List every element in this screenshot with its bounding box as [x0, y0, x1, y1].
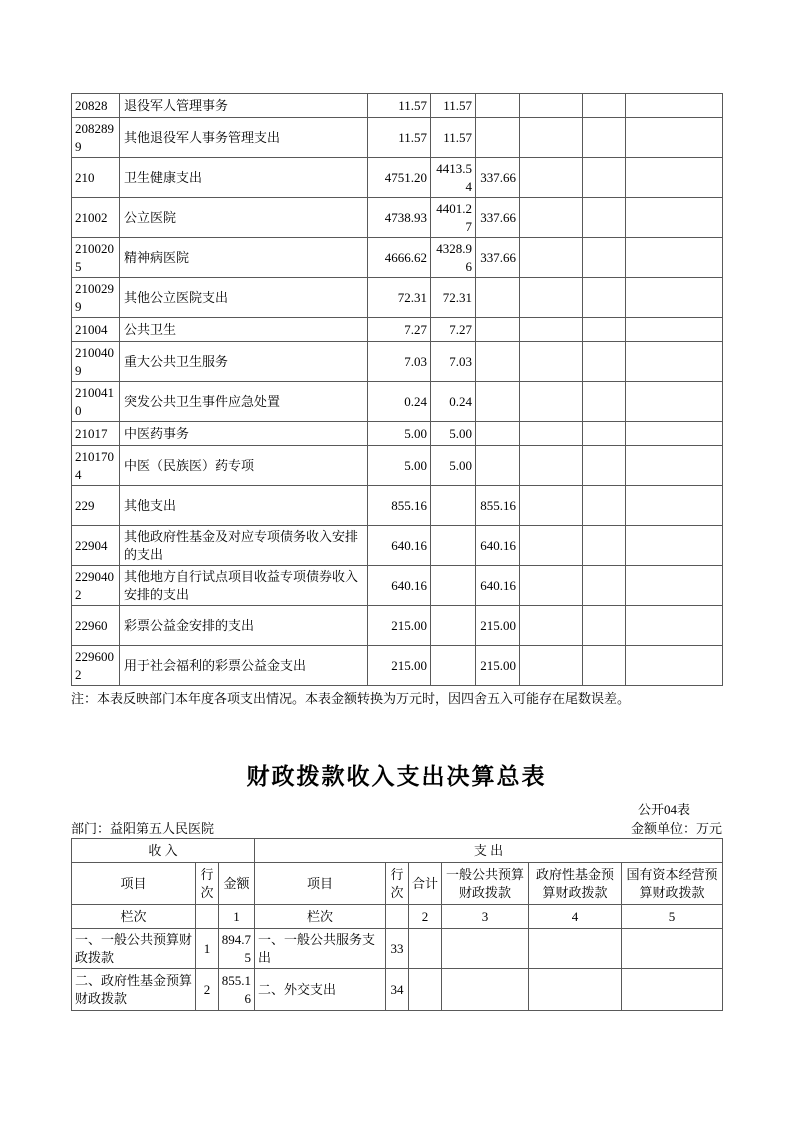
cell-fund: 215.00 [476, 646, 520, 686]
cell-empty [626, 382, 723, 422]
cell-total: 4738.93 [368, 198, 431, 238]
cell-total: 4751.20 [368, 158, 431, 198]
summary-cell: 3 [442, 905, 529, 929]
cell-empty [520, 342, 583, 382]
cell-empty [626, 486, 723, 526]
summary-cell: 栏次 [255, 905, 386, 929]
cell-empty [583, 94, 626, 118]
cell-code: 20828 [72, 94, 120, 118]
expenditure-row [72, 382, 723, 422]
cell-empty [626, 198, 723, 238]
cell-total: 7.27 [368, 318, 431, 342]
table-footnote: 注：本表反映部门本年度各项支出情况。本表金额转换为万元时，因四舍五入可能存在尾数误差。 [71, 691, 631, 706]
cell-empty [626, 646, 723, 686]
cell-empty [626, 422, 723, 446]
cell-name: 其他公立医院支出 [120, 278, 368, 318]
cell-code: 21017 [72, 422, 120, 446]
expenditure-row [72, 526, 723, 566]
header-state-capital: 国有资本经营预算财政拨款 [622, 863, 723, 905]
cell-name: 公立医院 [120, 198, 368, 238]
cell-general: 4401.27 [431, 198, 476, 238]
cell-general [431, 606, 476, 646]
cell-general: 72.31 [431, 278, 476, 318]
cell-empty [583, 238, 626, 278]
cell-code: 2082899 [72, 118, 120, 158]
cell-empty [520, 566, 583, 606]
header-amount: 金额 [219, 863, 255, 905]
cell-fund [476, 342, 520, 382]
cell-general: 7.03 [431, 342, 476, 382]
cell-fund [476, 278, 520, 318]
summary-cell: 一、一般公共预算财政拨款 [72, 929, 196, 969]
summary-row [72, 929, 723, 969]
cell-total: 855.16 [368, 486, 431, 526]
cell-total: 215.00 [368, 606, 431, 646]
summary-cell [386, 905, 409, 929]
summary-cell: 栏次 [72, 905, 196, 929]
summary-cell [196, 905, 219, 929]
expenditure-detail-table [71, 93, 723, 686]
cell-fund: 855.16 [476, 486, 520, 526]
expenditure-row [72, 118, 723, 158]
header-line-no-expense: 行次 [386, 863, 409, 905]
summary-cell: 34 [386, 969, 409, 1011]
cell-empty [626, 446, 723, 486]
cell-general [431, 526, 476, 566]
cell-empty [626, 278, 723, 318]
summary-cell: 894.75 [219, 929, 255, 969]
cell-code: 22904 [72, 526, 120, 566]
cell-fund: 337.66 [476, 238, 520, 278]
cell-name: 卫生健康支出 [120, 158, 368, 198]
header-general-budget: 一般公共预算财政拨款 [442, 863, 529, 905]
cell-code: 2100299 [72, 278, 120, 318]
summary-cell: 5 [622, 905, 723, 929]
cell-total: 0.24 [368, 382, 431, 422]
cell-general: 11.57 [431, 118, 476, 158]
cell-empty [520, 158, 583, 198]
cell-fund [476, 94, 520, 118]
cell-empty [626, 118, 723, 158]
cell-fund: 215.00 [476, 606, 520, 646]
expenditure-row [72, 486, 723, 526]
cell-code: 22960 [72, 606, 120, 646]
cell-empty [583, 422, 626, 446]
cell-empty [520, 526, 583, 566]
cell-general: 0.24 [431, 382, 476, 422]
cell-empty [583, 198, 626, 238]
cell-empty [520, 446, 583, 486]
cell-empty [583, 118, 626, 158]
cell-code: 2100205 [72, 238, 120, 278]
cell-empty [626, 526, 723, 566]
summary-cell [409, 969, 442, 1011]
cell-fund [476, 422, 520, 446]
table-meta-row [71, 818, 722, 837]
cell-empty [520, 382, 583, 422]
cell-empty [626, 238, 723, 278]
cell-code: 21004 [72, 318, 120, 342]
public-table-number: 公开04表 [637, 802, 690, 817]
cell-empty [520, 278, 583, 318]
summary-table-title: 财政拨款收入支出决算总表 [246, 763, 547, 789]
cell-general [431, 646, 476, 686]
cell-empty [626, 342, 723, 382]
summary-cell [622, 969, 723, 1011]
summary-cell: 1 [196, 929, 219, 969]
summary-cell: 二、政府性基金预算财政拨款 [72, 969, 196, 1011]
cell-empty [583, 486, 626, 526]
cell-fund [476, 446, 520, 486]
cell-name: 精神病医院 [120, 238, 368, 278]
amount-unit-label: 金额单位：万元 [630, 821, 722, 836]
summary-cell: 二、外交支出 [255, 969, 386, 1011]
cell-empty [520, 238, 583, 278]
cell-empty [626, 158, 723, 198]
cell-empty [583, 646, 626, 686]
summary-cell [622, 929, 723, 969]
cell-name: 用于社会福利的彩票公益金支出 [120, 646, 368, 686]
expenditure-row [72, 94, 723, 118]
summary-cell: 2 [196, 969, 219, 1011]
cell-general: 4328.96 [431, 238, 476, 278]
cell-name: 其他政府性基金及对应专项债务收入安排的支出 [120, 526, 368, 566]
cell-empty [520, 646, 583, 686]
cell-total: 11.57 [368, 94, 431, 118]
header-item-expense: 项目 [255, 863, 386, 905]
cell-fund: 640.16 [476, 566, 520, 606]
cell-code: 2296002 [72, 646, 120, 686]
expenditure-row [72, 158, 723, 198]
cell-name: 其他退役军人事务管理支出 [120, 118, 368, 158]
cell-name: 彩票公益金安排的支出 [120, 606, 368, 646]
cell-empty [520, 422, 583, 446]
cell-name: 中医药事务 [120, 422, 368, 446]
cell-empty [626, 94, 723, 118]
cell-empty [583, 526, 626, 566]
summary-row [72, 905, 723, 929]
expenditure-row [72, 646, 723, 686]
summary-cell [442, 969, 529, 1011]
cell-empty [520, 118, 583, 158]
cell-fund [476, 118, 520, 158]
cell-empty [583, 566, 626, 606]
expenditure-row [72, 422, 723, 446]
cell-name: 突发公共卫生事件应急处置 [120, 382, 368, 422]
cell-empty [520, 94, 583, 118]
cell-name: 其他地方自行试点项目收益专项债券收入安排的支出 [120, 566, 368, 606]
cell-total: 215.00 [368, 646, 431, 686]
summary-section-row [72, 839, 723, 863]
cell-general [431, 566, 476, 606]
summary-cell: 2 [409, 905, 442, 929]
summary-cell: 一、一般公共服务支出 [255, 929, 386, 969]
header-line-no: 行次 [196, 863, 219, 905]
expenditure-row [72, 238, 723, 278]
cell-empty [520, 606, 583, 646]
cell-empty [520, 486, 583, 526]
cell-code: 2290402 [72, 566, 120, 606]
cell-general [431, 486, 476, 526]
cell-name: 重大公共卫生服务 [120, 342, 368, 382]
cell-empty [520, 318, 583, 342]
cell-empty [583, 318, 626, 342]
cell-fund: 337.66 [476, 158, 520, 198]
cell-code: 2101704 [72, 446, 120, 486]
expenditure-row [72, 342, 723, 382]
summary-cell [442, 929, 529, 969]
department-label: 部门：益阳第五人民医院 [71, 821, 215, 836]
cell-total: 4666.62 [368, 238, 431, 278]
expenditure-row [72, 446, 723, 486]
cell-name: 其他支出 [120, 486, 368, 526]
expenditure-row [72, 318, 723, 342]
cell-total: 640.16 [368, 566, 431, 606]
cell-name: 退役军人管理事务 [120, 94, 368, 118]
cell-total: 640.16 [368, 526, 431, 566]
cell-fund: 640.16 [476, 526, 520, 566]
summary-cell: 33 [386, 929, 409, 969]
cell-fund [476, 318, 520, 342]
fiscal-summary-table [71, 838, 723, 1011]
summary-cell [409, 929, 442, 969]
cell-empty [583, 278, 626, 318]
cell-code: 210 [72, 158, 120, 198]
summary-row [72, 969, 723, 1011]
header-income-section: 收 入 [72, 839, 255, 863]
cell-code: 2100410 [72, 382, 120, 422]
cell-name: 公共卫生 [120, 318, 368, 342]
cell-empty [583, 446, 626, 486]
cell-general: 4413.54 [431, 158, 476, 198]
summary-cell: 1 [219, 905, 255, 929]
header-expense-section: 支 出 [255, 839, 723, 863]
header-total: 合计 [409, 863, 442, 905]
cell-total: 5.00 [368, 446, 431, 486]
expenditure-row [72, 606, 723, 646]
cell-name: 中医（民族医）药专项 [120, 446, 368, 486]
cell-empty [583, 342, 626, 382]
cell-total: 72.31 [368, 278, 431, 318]
cell-empty [626, 566, 723, 606]
cell-total: 7.03 [368, 342, 431, 382]
cell-empty [583, 158, 626, 198]
expenditure-row [72, 566, 723, 606]
cell-total: 5.00 [368, 422, 431, 446]
header-gov-fund: 政府性基金预算财政拨款 [529, 863, 622, 905]
cell-empty [626, 606, 723, 646]
summary-cell [529, 929, 622, 969]
cell-empty [583, 382, 626, 422]
expenditure-row [72, 198, 723, 238]
cell-fund [476, 382, 520, 422]
summary-cell: 4 [529, 905, 622, 929]
cell-fund: 337.66 [476, 198, 520, 238]
expenditure-row [72, 278, 723, 318]
cell-general: 5.00 [431, 422, 476, 446]
summary-cell: 855.16 [219, 969, 255, 1011]
cell-total: 11.57 [368, 118, 431, 158]
cell-empty [520, 198, 583, 238]
summary-cell [529, 969, 622, 1011]
cell-empty [583, 606, 626, 646]
cell-code: 229 [72, 486, 120, 526]
cell-general: 5.00 [431, 446, 476, 486]
summary-header-row [72, 863, 723, 905]
cell-empty [626, 318, 723, 342]
cell-code: 2100409 [72, 342, 120, 382]
header-item: 项目 [72, 863, 196, 905]
cell-general: 11.57 [431, 94, 476, 118]
cell-general: 7.27 [431, 318, 476, 342]
cell-code: 21002 [72, 198, 120, 238]
